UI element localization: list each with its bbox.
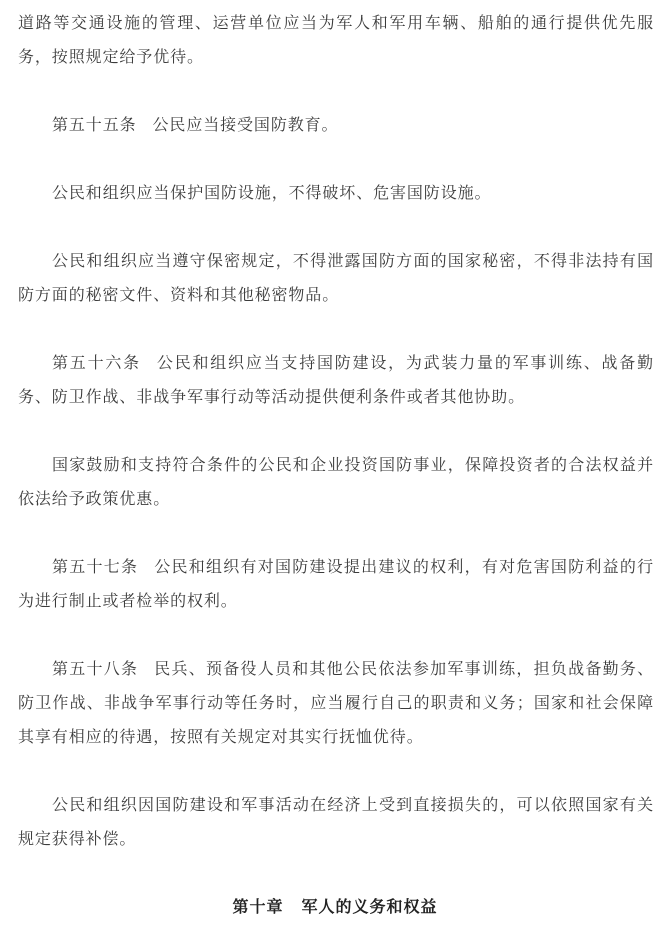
paragraph-protect-facilities (18, 176, 654, 210)
paragraph-text: 国家鼓励和支持符合条件的公民和企业投资国防事业，保障投资者的合法权益并依法给予政策优惠。 (18, 455, 654, 508)
article-55 (18, 108, 654, 142)
article-number: 第五十五条 (52, 115, 137, 134)
article-number: 第五十七条 (52, 557, 139, 576)
paragraph-text: 道路等交通设施的管理、运营单位应当为军人和军用车辆、船舶的通行提供优先服务，按照规定给予优待。 (18, 13, 654, 66)
article-number: 第五十八条 (52, 659, 139, 678)
article-number: 第五十六条 (52, 353, 141, 372)
paragraph-text: 民兵、预备役人员和其他公民依法参加军事训练，担负战备勤务、防卫作战、非战争军事行动等任务时，应当履行自己的职责和义务；国家和社会保障其享有相应的待遇，按照有关规定对其实行抚恤优待。 (18, 659, 654, 746)
paragraph-text: 公民和组织应当遵守保密规定，不得泄露国防方面的国家秘密，不得非法持有国防方面的秘密文件、资料和其他秘密物品。 (18, 251, 654, 304)
paragraph-transport-priority (18, 6, 654, 74)
article-58 (18, 652, 654, 754)
paragraph-compensation (18, 788, 654, 856)
paragraph-text: 公民和组织有对国防建设提出建议的权利，有对危害国防利益的行为进行制止或者检举的权利。 (18, 557, 654, 610)
chapter-title: 军人的义务和权益 (301, 897, 438, 916)
article-56 (18, 346, 654, 414)
paragraph-text: 公民和组织因国防建设和军事活动在经济上受到直接损失的，可以依照国家有关规定获得补偿。 (18, 795, 654, 848)
article-57 (18, 550, 654, 618)
chapter-number: 第十章 (232, 897, 284, 916)
paragraph-secrecy (18, 244, 654, 312)
paragraph-investment (18, 448, 654, 516)
chapter-heading (0, 890, 670, 924)
paragraph-text: 公民和组织应当支持国防建设，为武装力量的军事训练、战备勤务、防卫作战、非战争军事行动等活动提供便利条件或者其他协助。 (18, 353, 654, 406)
paragraph-text: 公民应当接受国防教育。 (152, 115, 339, 134)
paragraph-text: 公民和组织应当保护国防设施，不得破坏、危害国防设施。 (52, 183, 492, 202)
